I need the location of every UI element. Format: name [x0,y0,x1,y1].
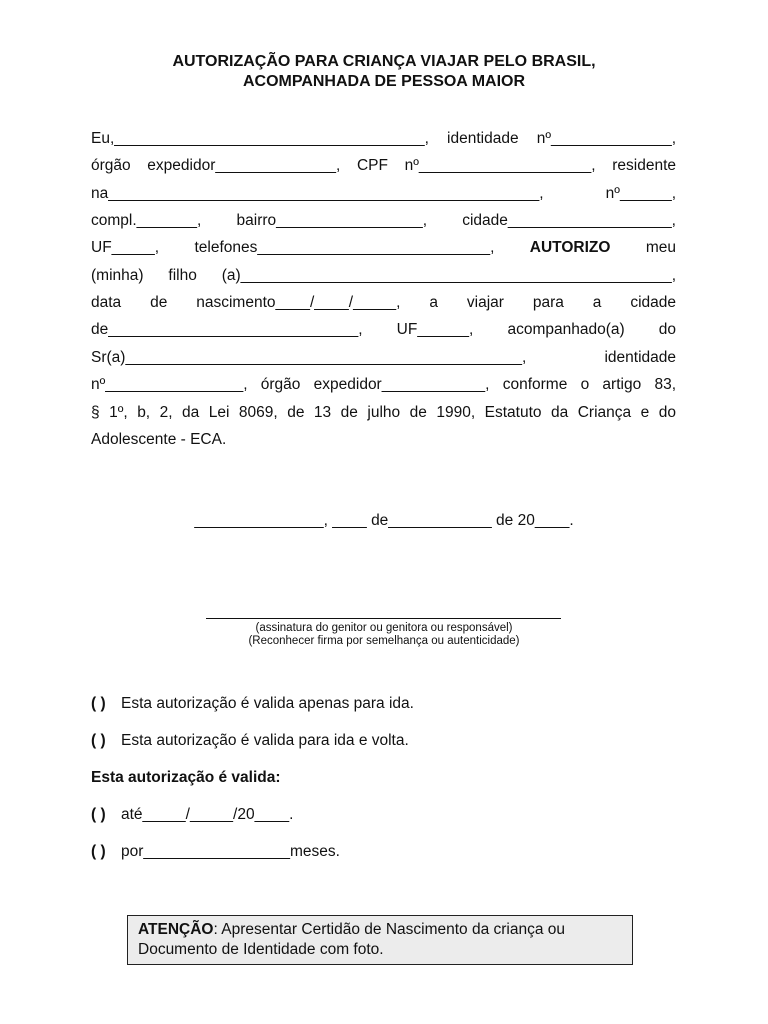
body-line-11: § 1º, b, 2, da Lei 8069, de 13 de julho de 1990, Estatuto da Criança e do [91,404,676,421]
option-round-trip [91,731,409,751]
attention-notice-box [127,915,633,965]
body-line-5-end: meu [610,239,676,256]
option-one-way-label: Esta autorização é valida apenas para ida. [121,695,414,712]
body-line-12: Adolescente - ECA. [91,431,227,448]
signature-line [206,618,561,619]
checkbox-until-date: ( ) [91,806,106,823]
body-line-7: data de nascimento____/____/_____, a viajar para a cidade [91,294,676,311]
body-line-1: Eu,____________________________________, identidade nº______________, [91,130,676,147]
option-months-label: por_________________meses. [121,843,340,860]
body-line-3: na__________________________________________________, nº______, [91,185,676,202]
document-title-line-2: ACOMPANHADA DE PESSOA MAIOR [242,73,526,90]
option-until-date [91,805,293,825]
signature-caption: (assinatura do genitor ou genitora ou responsável) [255,622,513,634]
document-title-line-1: AUTORIZAÇÃO PARA CRIANÇA VIAJAR PELO BRASIL, [172,53,596,70]
body-line-4: compl._______, bairro_________________, cidade___________________, [91,212,676,229]
option-round-trip-label: Esta autorização é valida para ida e volta. [121,732,409,749]
body-line-2: órgão expedidor______________, CPF nº____________________, residente [91,157,676,174]
body-line-6: (minha) filho (a)__________________________________________________, [91,267,676,284]
option-months [91,842,340,862]
checkbox-round-trip: ( ) [91,732,106,749]
checkbox-months: ( ) [91,843,106,860]
autorizo-bold: AUTORIZO [529,239,611,256]
body-line-8: de_____________________________, UF______, acompanhado(a) do [91,321,676,338]
body-line-5-start: UF_____, telefones___________________________, [91,239,530,256]
attention-text: : Apresentar Certidão de Nascimento da criança ou Documento de Identidade com foto. [138,921,566,958]
attention-label: ATENÇÃO [138,921,214,938]
option-until-date-label: até_____/_____/20____. [121,806,294,823]
signature-note: (Reconhecer firma por semelhança ou autenticidade) [248,635,520,647]
checkbox-one-way: ( ) [91,695,106,712]
validity-heading: Esta autorização é valida: [91,769,281,786]
body-line-5 [91,238,676,258]
date-line: _______________, ____ de____________ de 20____. [194,512,574,529]
body-line-10: nº________________, órgão expedidor____________, conforme o artigo 83, [91,376,676,393]
option-one-way [91,694,414,714]
body-line-9: Sr(a)______________________________________________, identidade [91,349,676,366]
